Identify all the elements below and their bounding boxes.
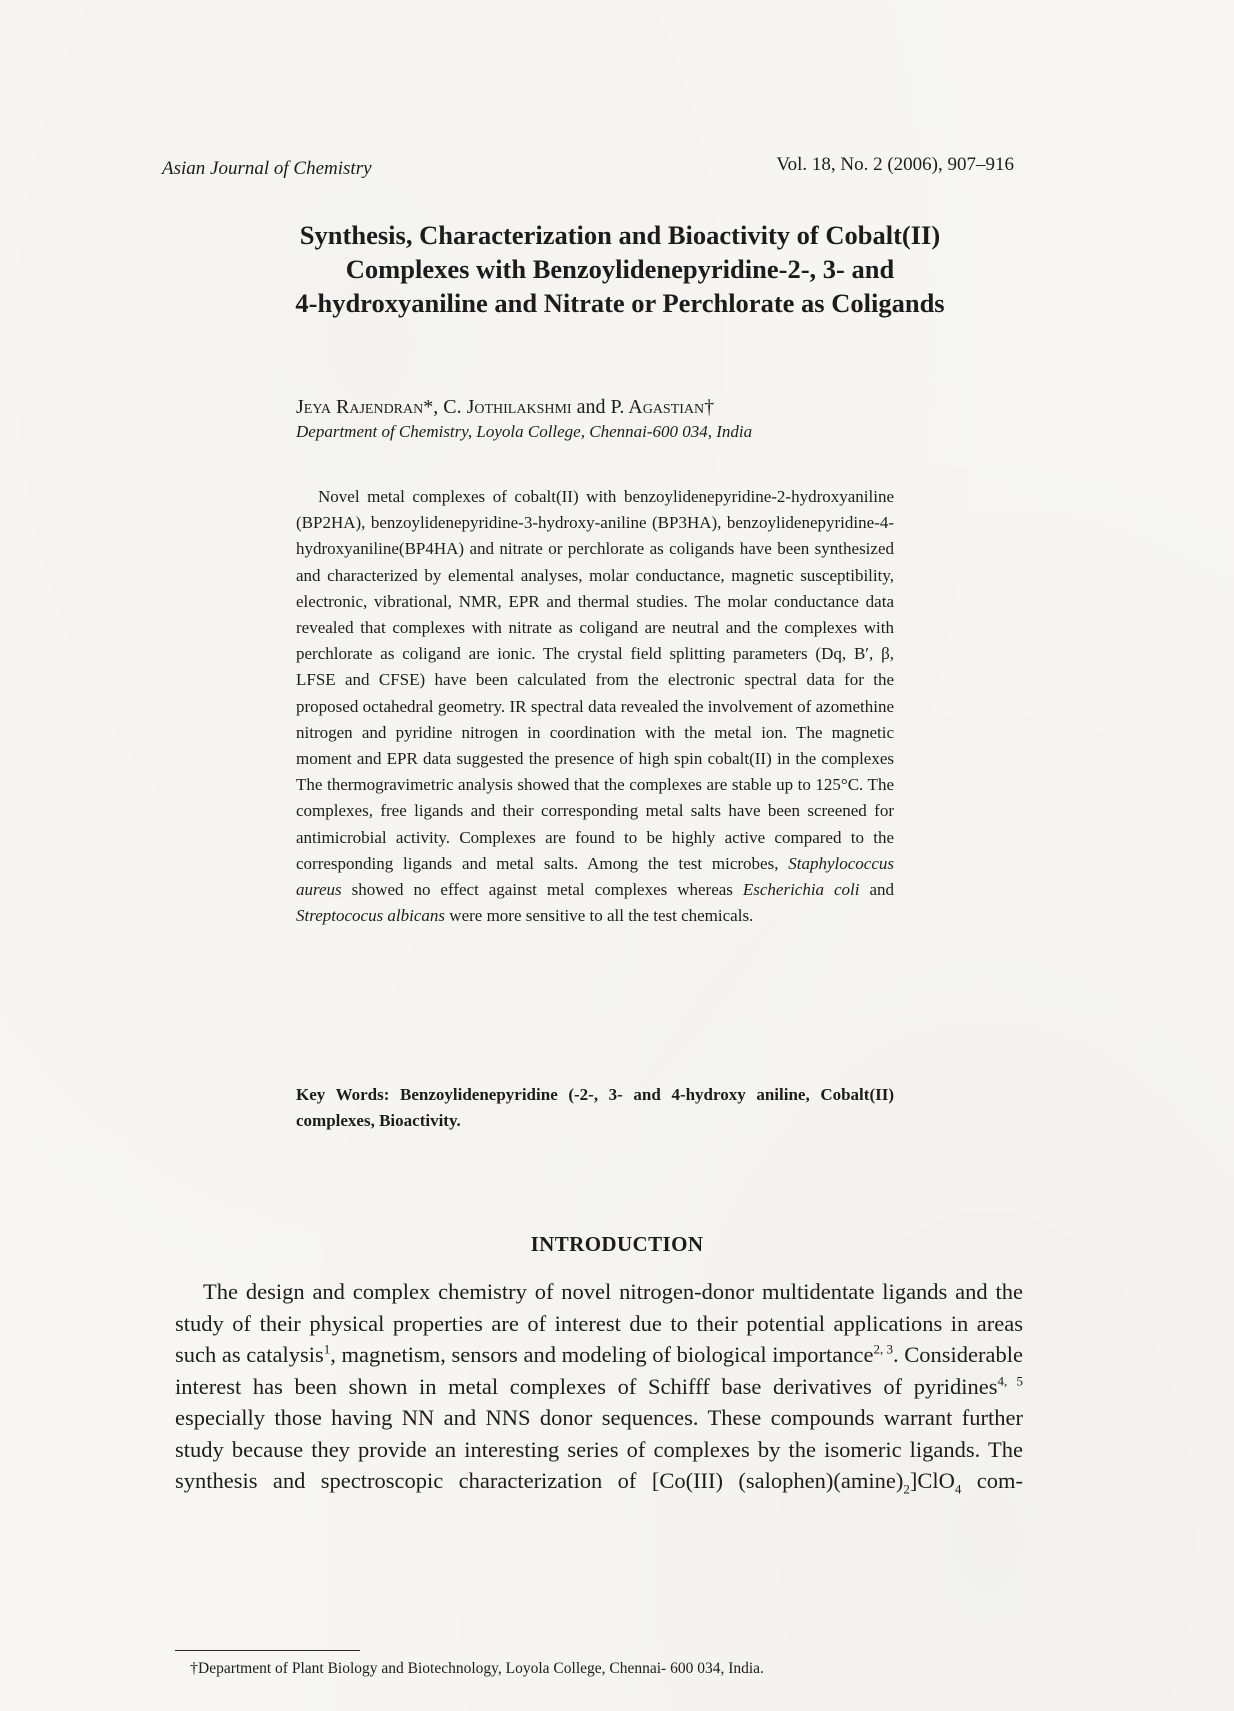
footnote-text: Department of Plant Biology and Biotechnology, Loyola College, Chennai- 600 034, India. (198, 1660, 764, 1677)
abstract-species-2: Escherichia coli (742, 880, 860, 900)
intro-text-5: ]ClO (909, 1468, 955, 1493)
title-line-2: Complexes with Benzoylidenepyridine-2-, 3- and (345, 254, 895, 284)
author-and: and (571, 396, 611, 418)
author-2: C. Jothilakshmi (443, 396, 572, 418)
intro-text-2: , magnetism, sensors and modeling of biological importance (330, 1342, 874, 1367)
abstract-text-2: showed no effect against metal complexes whereas (341, 880, 743, 900)
keywords: Key Words: Benzoylidenepyridine (-2-, 3- and 4-hydroxy aniline, Cobalt(II) complexes, Bioactivity. (296, 1085, 894, 1130)
abstract-text-1: Novel metal complexes of cobalt(II) with benzoylidenepyridine-2-hydroxyaniline (BP2HA), benzoylidenepyridine-3-hydroxy-aniline (BP3HA), benzoylidenepyridine-4-hydroxyaniline(BP4HA) and nitrate or perchlorate as coligands have been synthesized and characterized by elemental analyses, molar conductance, magnetic susceptibility, electronic, vibrational, NMR, EPR and thermal studies. The molar conductance data revealed that complexes with nitrate as coligand are neutral and the complexes with perchlorate as coligand are ionic. The crystal field splitting parameters (Dq, B′, β, LFSE and CFSE) have been calculated from the electronic spectral data for the proposed octahedral geometry. IR spectral data revealed the involvement of azomethine nitrogen and pyridine nitrogen in coordination with the metal ion. The magnetic moment and EPR data suggested the presence of high spin cobalt(II) in the complexes The thermogravimetric analysis showed that the complexes are stable up to 125°C. The complexes, free ligands and their corresponding metal salts have been screened for antimicrobial activity. Complexes are found to be highly active compared to the corresponding ligands and metal salts. Among the test microbes, (296, 487, 894, 873)
introduction-paragraph (175, 1276, 1023, 1497)
author-1: Jeya Rajendran* (296, 396, 434, 418)
subscript: 2 (903, 1481, 910, 1497)
footnote (190, 1660, 764, 1678)
volume-info: Vol. 18, No. 2 (2006), 907–916 (776, 154, 1014, 175)
footnote-divider (175, 1650, 360, 1651)
author-3: P. Agastian† (610, 396, 715, 418)
intro-text-1: The design and complex chemistry of novel nitrogen-donor multidentate ligands and the study of their physical properties are of interest due to their potential applications in areas such as catalysis (175, 1279, 1023, 1367)
intro-text-3: . Considerable interest has been shown in metal complexes of Schifff base derivatives of pyridines (175, 1342, 1023, 1399)
title-line-1: Synthesis, Characterization and Bioactivity of Cobalt(II) (299, 220, 941, 250)
abstract (296, 484, 894, 929)
citation-ref: 4, 5 (997, 1373, 1023, 1388)
footnote-mark: † (190, 1660, 198, 1677)
title-line-3: 4-hydroxyaniline and Nitrate or Perchlorate as Coligands (295, 288, 945, 318)
article-title (140, 218, 1100, 320)
author-separator: , (433, 396, 444, 418)
running-head (162, 154, 1014, 184)
abstract-text-4: were more sensitive to all the test chemicals. (445, 906, 754, 926)
abstract-species-1: Staphylococcus aureus (296, 853, 894, 900)
citation-ref: 2, 3 (873, 1341, 893, 1357)
citation-ref: 1 (323, 1341, 331, 1357)
intro-text-6: com- (961, 1468, 1024, 1493)
abstract-text-3: and (859, 880, 894, 900)
journal-name: Asian Journal of Chemistry (162, 158, 372, 179)
subscript: 4 (954, 1481, 962, 1497)
section-heading-introduction: INTRODUCTION (530, 1232, 704, 1256)
author-list (296, 396, 714, 419)
intro-text-4: especially those having NN and NNS donor sequences. These compounds warrant further study because they provide an interesting series of complexes by the isomeric ligands. The synthesis and spectroscopic characterization of [Co(III) (salophen)(amine) (175, 1405, 1023, 1493)
author-affiliation: Department of Chemistry, Loyola College, Chennai-600 034, India (296, 422, 753, 441)
abstract-species-3: Streptococus albicans (296, 906, 446, 926)
